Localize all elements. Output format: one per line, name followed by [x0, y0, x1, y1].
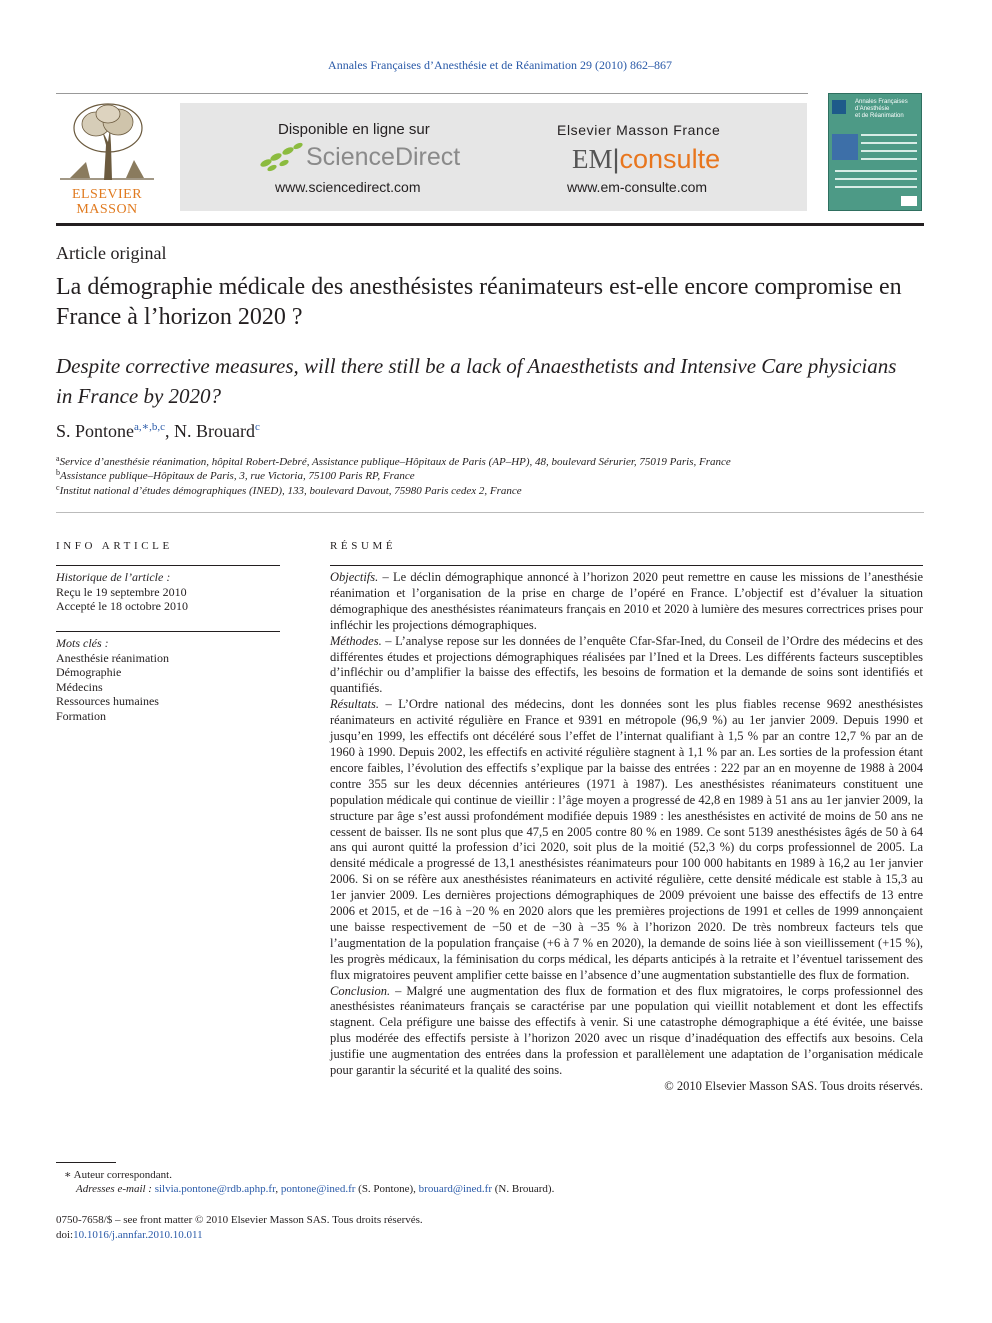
cover-title-line3: et de Réanimation [855, 113, 904, 119]
footnote-rule [56, 1162, 116, 1163]
online-availability-banner [180, 103, 807, 211]
issn-line: 0750-7658/$ – see front matter © 2010 Elsevier Masson SAS. Tous droits réservés. [56, 1214, 423, 1226]
abstract-body [330, 570, 923, 1095]
keyword[interactable]: Médecins [56, 679, 103, 694]
cover-image [832, 134, 858, 160]
banner-left-title: Disponible en ligne sur [278, 121, 430, 138]
abstract-resultats: Résultats. – L’Ordre national des médecins, dont les données sont les plus fiables recense 9692 anesthésistes réanimateurs en activité régulière en France et 9391 en métropole (96,9 %) au 1er janvier 2009. Depuis 1990 et jusqu’en 1999, les effectifs ont décéléré sous l’effet de l’internat qualifiant à 1,5 % par an contre 12,7 % par an de 1960 à 1990. Depuis 2002, les effectifs en activité régulière stagnent à 1,1 % par an. Les sorties de la profession étant encore faibles, l’évolution des effectifs s’explique par la baisse des entrées : 222 par an en moyenne de 1988 à 2004 contre 355 sur les deux décennies antérieures (1971 à 1987). Les anesthésistes réanimateurs constituent une population médicale qui continue de vieillir : l’âge moyen a progressé de 42,8 en 1989 à 51 ans au 1er janvier 2009, la structure par âge s’est aussi profondément modifiée depuis 1989 : les anesthésistes en activité de moins de 50 ans ne cessent de baisser. Ils ne sont plus que 47,5 en 2005 contre 80 % en 1989. Ce sont 5139 anesthésistes âgés de 50 à 64 ans qui auront quitté la profession d’ici 2020, soit plus de la moitié (52,3 %) du corps professionnel de 2005. La densité médicale a progressé de 13,1 anesthésistes réanimateurs pour 100 000 habitants en 1989 à 16,2 au 1er janvier 2006. Si on se réfère aux anesthésistes réanimateurs en activité régulière, cette densité médicale est stable à 15,3 au 1er janvier 2009. Les dernières projections démographiques de 2009 prévoient une baisse des effectifs de 13 entre 2006 et 2015, et de −16 à −20 % en 2020 alors que les premières projections de 1991 et celles de 1999 annonçaient une baisse respectivement de −50 et de −30 à −35 % à l’horizon 2020. De très nombreux facteurs tels que l’augmentation de la population française (+6 à 7 % en 2020), la demande de soins liée à son vieillissement (+15 %), les progrès médicaux, la féminisation du corps médical, les départs anticipés à la retraite et l’éventuel tarissement des flux migratoires peuvent amplifier cette baisse en l’absence d’une augmentation substantielle des flux de formation. [330, 697, 923, 982]
elsevier-logo [56, 100, 158, 217]
email-addresses: Adresses e-mail : silvia.pontone@rdb.aphp.fr, pontone@ined.fr (S. Pontone), brouard@ined.fr (N. Brouard). [76, 1183, 555, 1195]
article-type: Article original [56, 243, 167, 263]
abstract-conclusion: Conclusion. – Malgré une augmentation des flux de formation et des flux migratoires, le corps professionnel des anesthésistes réanimateurs français se caractérise par une population qui vieillit notablement et dont les effectifs stagnent. Cela préfigure une baisse des effectifs à venir. Si une catastrophe démographique a été évitée, une baisse plus modérée des effectifs persiste à l’horizon 2020 avec un risque d’inadéquation des effectifs aux besoins. Cela justifie une augmentation des entrées dans la profession et parallèlement une adaptation de l’organisation médicale pour garantir la sécurité et la qualité des soins. [330, 983, 923, 1078]
author-name[interactable]: S. Pontone [56, 421, 135, 441]
author-affiliation-marks[interactable]: a,∗,b,c [134, 421, 166, 433]
sciencedirect-leaves-icon [258, 141, 304, 173]
emconsulte-url[interactable]: www.em-consulte.com [567, 179, 708, 195]
author-separator: , [165, 421, 175, 441]
abstract-methodes: Méthodes. – L’analyse repose sur les données de l’enquête Cfar-Sfar-Ined, du Conseil de l’Ordre des médecins et des différentes études et projections démographiques réalisées par l’Ined et la Drees. Les différents facteurs susceptibles d’infléchir ou d’amplifier la baisse des effectifs, les besoins de formation et la demande de soins sont identifiés et quantifiés. [330, 633, 923, 696]
article-history [56, 570, 280, 614]
em-wordmark: EM [572, 144, 613, 174]
author-list [56, 420, 260, 442]
doi-line: doi:10.1016/j.annfar.2010.10.011 [56, 1229, 203, 1241]
header-rule [56, 93, 808, 94]
affiliation-b: $^b$Assistance publique–Hôpitaux de Paris, 3, rue Victoria, 75100 Paris RP, France [56, 468, 415, 482]
keyword[interactable]: Formation [56, 708, 106, 723]
keyword[interactable]: Ressources humaines [56, 694, 159, 708]
abstract-objectifs: Objectifs. – Le déclin démographique annoncé à l’horizon 2020 peut remettre en cause les missions de l’anesthésie réanimation et l’organisation de la prise en charge de l’opéré en France. L’objectif est d’évaluer la situation démographique des anesthésistes réanimateurs français en 2010 et 2020 à lumière des mesures correctrices prises pour infléchir les projections démographiques. [330, 570, 923, 632]
info-rule [56, 565, 280, 566]
resume-heading: RÉSUMÉ [330, 540, 397, 552]
received-date: Reçu le 19 septembre 2010 [56, 584, 187, 599]
masson-wordmark: MASSON [76, 202, 138, 217]
journal-reference[interactable]: Annales Françaises d’Anesthésie et de Réanimation 29 (2010) 862–867 [328, 58, 672, 72]
email-link[interactable]: brouard@ined.fr [418, 1183, 493, 1195]
author-affiliation-marks[interactable]: c [255, 421, 260, 433]
abstract-copyright: © 2010 Elsevier Masson SAS. Tous droits réservés. [664, 1079, 923, 1093]
history-label: Historique de l’article : [56, 570, 171, 584]
keywords-block [56, 636, 280, 723]
banner-right-title: Elsevier Masson France [557, 122, 721, 138]
affiliation-a: $^a$Service d’anesthésie réanimation, hôpital Robert-Debré, Assistance publique–Hôpitaux de Paris (AP–HP), 48, boulevard Sérurier, 75019 Paris, France [56, 454, 731, 468]
cover-emblem [832, 100, 846, 114]
email-link[interactable]: pontone@ined.fr [280, 1183, 356, 1195]
elsevier-wordmark: ELSEVIER [71, 187, 143, 202]
keyword[interactable]: Démographie [56, 665, 122, 679]
journal-cover [828, 93, 922, 211]
resume-rule [330, 565, 923, 566]
elsevier-tree-icon [56, 100, 158, 182]
article-title: La démographie médicale des anesthésistes réanimateurs est-elle encore compromise en France à l’horizon 2020 ? [56, 274, 902, 330]
corresponding-author-note: ∗ Auteur correspondant. [64, 1169, 172, 1181]
email-link[interactable]: silvia.pontone@rdb.aphp.fr [154, 1183, 276, 1195]
affiliation-c: $^c$Institut national d’études démographiques (INED), 133, boulevard Davout, 75980 Paris cedex 2, France [56, 483, 522, 497]
section-divider [56, 512, 924, 513]
keywords-rule [56, 631, 280, 632]
author-name[interactable]: N. Brouard [174, 421, 255, 441]
doi-link[interactable]: 10.1016/j.annfar.2010.10.011 [73, 1229, 203, 1241]
cover-title-line1: Annales Françaises [855, 99, 908, 105]
sciencedirect-wordmark: ScienceDirect [306, 142, 461, 171]
sciencedirect-url[interactable]: www.sciencedirect.com [275, 179, 421, 195]
article-title-english: Despite corrective measures, will there still be a lack of Anaesthetists and Intensive Care physicians in France by 2020? [56, 354, 897, 408]
keywords-label: Mots clés : [56, 636, 109, 650]
emconsulte-logo[interactable]: EM|consulte [572, 144, 721, 174]
cover-publisher-mark [901, 196, 917, 206]
keyword[interactable]: Anesthésie réanimation [56, 650, 169, 665]
masthead-rule [56, 223, 924, 226]
cover-title-line2: d’Anesthésie [855, 106, 890, 112]
sciencedirect-logo[interactable] [258, 141, 460, 173]
accepted-date: Accepté le 18 octobre 2010 [56, 599, 188, 613]
info-article-heading: INFO ARTICLE [56, 540, 173, 552]
consulte-wordmark: consulte [619, 144, 721, 174]
